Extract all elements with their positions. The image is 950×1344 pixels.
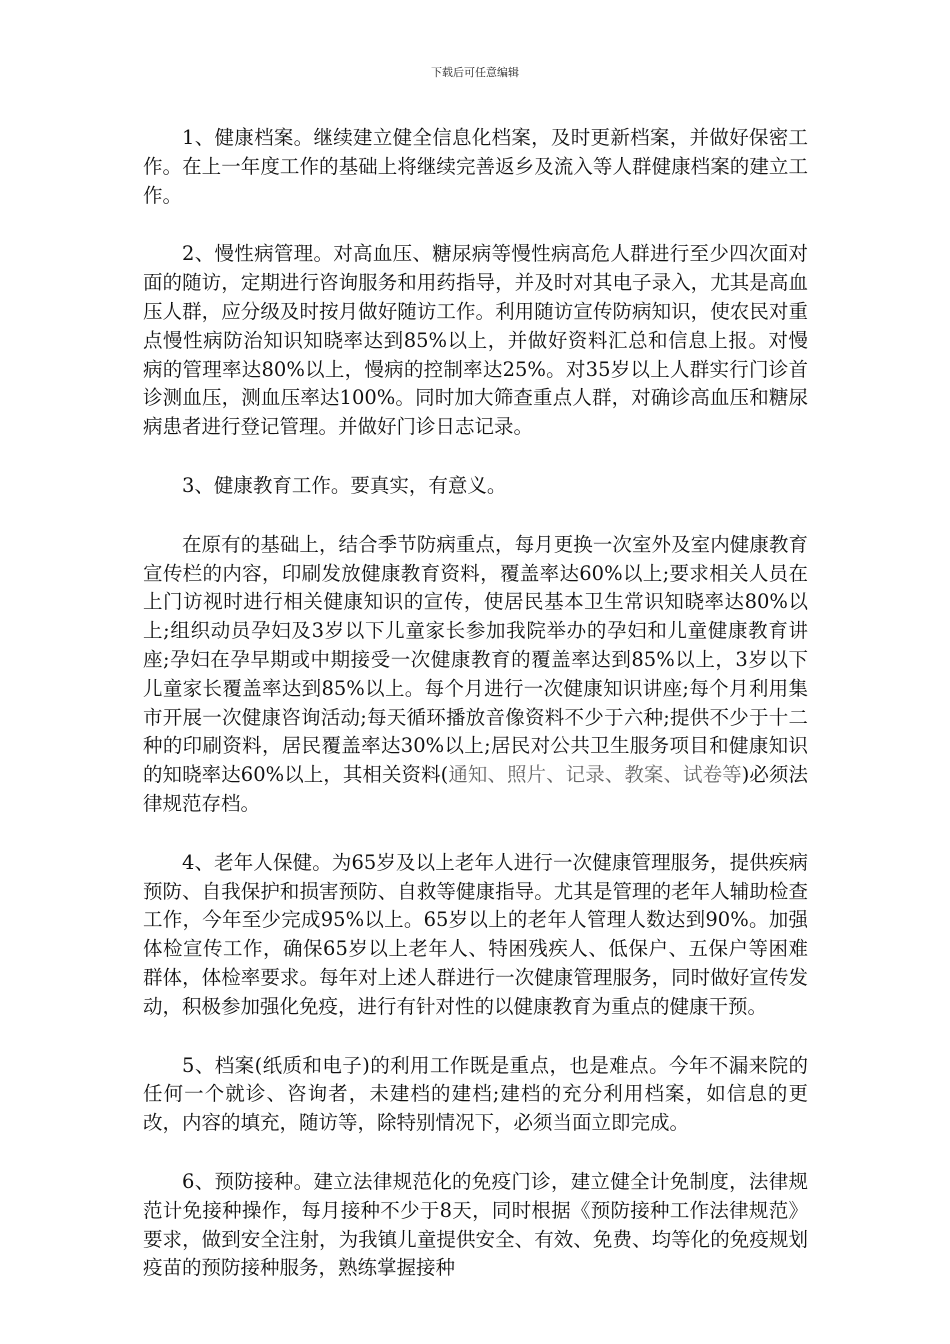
paragraph-records-usage: 5、档案(纸质和电子)的利用工作既是重点，也是难点。今年不漏来院的任何一个就诊、咨询者，未建档的建档;建档的充分利用档案，如信息的更改，内容的填充，随访等，除特别情况下，必须当面立即完成。 <box>143 1053 808 1135</box>
page-header: 下载后可任意编辑 <box>431 66 519 79</box>
paragraph-health-education-heading: 3、健康教育工作。要真实，有意义。 <box>182 473 507 497</box>
paragraph-health-records: 1、健康档案。继续建立健全信息化档案，及时更新档案，并做好保密工作。在上一年度工作的基础上将继续完善返乡及流入等人群健康档案的建立工作。 <box>143 126 808 207</box>
document-body <box>143 124 808 1283</box>
paragraph-health-education-gray-text: 通知、照片、记录、教案、试卷等 <box>448 763 742 787</box>
paragraph-vaccination: 6、预防接种。建立法律规范化的免疫门诊，建立健全计免制度，法律规范计免接种操作，每月接种不少于8天，同时根据《预防接种工作法律规范》要求，做到安全注射，为我镇儿童提供安全、有效、免费、均等化的免疫规划疫苗的预防接种服务，熟练掌握接种 <box>143 1169 808 1280</box>
paragraph-health-education-text: 在原有的基础上，结合季节防病重点，每月更换一次室外及室内健康教育宣传栏的内容，印刷发放健康教育资料，覆盖率达60%以上;要求相关人员在上门访视时进行相关健康知识的宣传，使居民基本卫生常识知晓率达80%以上;组织动员孕妇及3岁以下儿童家长参加我院举办的孕妇和儿童健康教育讲座;孕妇在孕早期或中期接受一次健康教育的覆盖率达到85%以上，3岁以下儿童家长覆盖率达到85%以上。每个月进行一次健康知识讲座;每个月利用集市开展一次健康咨询活动;每天循环播放音像资料不少于六种;提供不少于十二种的印刷资料，居民覆盖率达30%以上;居民对公共卫生服务项目和健康知识的知晓率达60%以上，其相关资料( <box>143 532 808 787</box>
paragraph-elderly-care: 4、老年人保健。为65岁及以上老年人进行一次健康管理服务，提供疾病预防、自我保护和损害预防、自救等健康指导。尤其是管理的老年人辅助检查工作，今年至少完成95%以上。65岁以上的老年人管理人数达到90%。加强体检宣传工作，确保65岁以上老年人、特困残疾人、低保户、五保户等困难群体，体检率要求。每年对上述人群进行一次健康管理服务，同时做好宣传发动，积极参加强化免疫，进行有针对性的以健康教育为重点的健康干预。 <box>143 850 808 1018</box>
paragraph-health-education-tail: )必须法律规范存档。 <box>143 763 808 815</box>
paragraph-health-education-detail <box>143 531 808 819</box>
paragraph-chronic-disease: 2、慢性病管理。对高血压、糖尿病等慢性病高危人群进行至少四次面对面的随访，定期进行咨询服务和用药指导，并及时对其电子录入，尤其是高血压人群，应分级及时按月做好随访工作。利用随访宣传防病知识，使农民对重点慢性病防治知识知晓率达到85%以上，并做好资料汇总和信息上报。对慢病的管理率达80%以上，慢病的控制率达25%。对35岁以上人群实行门诊首诊测血压，测血压率达100%。同时加大筛查重点人群，对确诊高血压和糖尿病患者进行登记管理。并做好门诊日志记录。 <box>143 242 808 439</box>
